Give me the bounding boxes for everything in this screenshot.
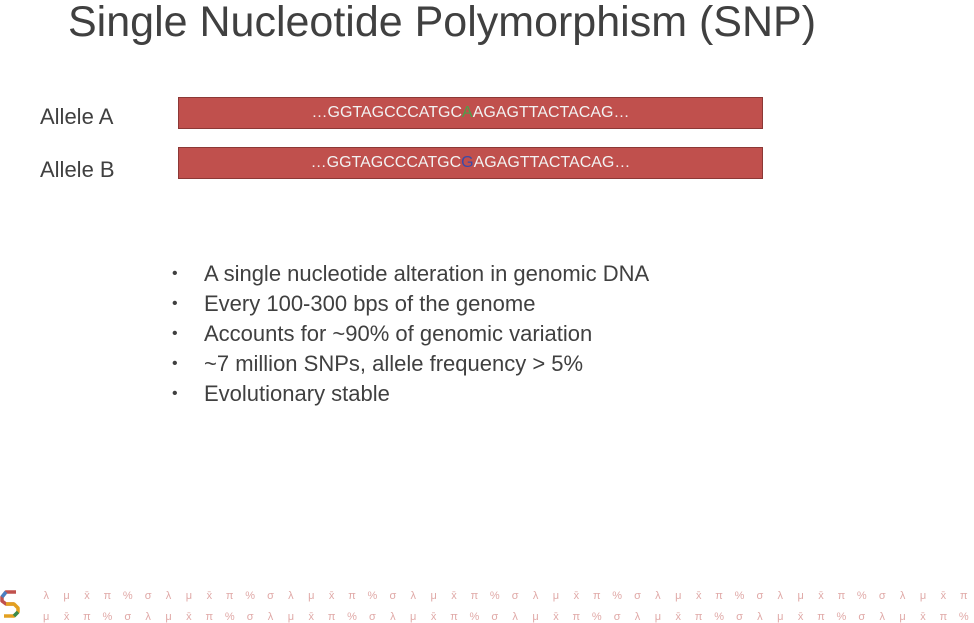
footer-symbol: σ (511, 590, 519, 602)
footer-symbol: x̄ (206, 590, 213, 602)
footer-symbol: μ (777, 611, 784, 623)
footer-symbol: λ (288, 590, 294, 602)
bullet-list (170, 259, 649, 409)
footer-symbol: σ (756, 590, 764, 602)
footer-symbol: μ (63, 590, 70, 602)
footer-symbol: x̄ (451, 590, 457, 602)
allele-b-seq-before: …GGTAGCCCATGC (310, 154, 462, 171)
allele-b-label: Allele B (40, 157, 115, 182)
footer-symbol: μ (410, 611, 417, 623)
footer-symbol: λ (634, 611, 641, 623)
footer-symbol: μ (532, 611, 539, 623)
bullet-item: • Accounts for ~90% of genomic variation (170, 319, 649, 349)
footer-symbol: σ (491, 611, 499, 623)
footer-symbol: λ (879, 611, 885, 623)
footer-symbol: λ (899, 590, 906, 602)
footer-symbol: π (592, 590, 601, 602)
footer-symbol: μ (552, 590, 560, 602)
footer-symbol: % (958, 611, 969, 623)
footer-symbol: x̄ (940, 590, 947, 602)
footer-symbol: π (470, 590, 479, 602)
footer-symbol: λ (43, 590, 49, 602)
slide-title: Single Nucleotide Polymorphism (SNP) (68, 0, 817, 46)
footer-symbol: λ (165, 590, 172, 602)
footer-symbol: π (959, 590, 968, 602)
footer-symbol: σ (267, 590, 274, 602)
footer-symbol: % (734, 590, 745, 602)
footer-symbol: μ (430, 590, 437, 602)
footer-symbol: σ (369, 611, 376, 623)
allele-a-seq-before: …GGTAGCCCATGC (311, 104, 463, 121)
footer-symbol: σ (634, 590, 641, 602)
footer-pattern (0, 578, 969, 623)
footer-symbol: μ (185, 590, 193, 602)
footer-symbol: λ (512, 611, 518, 623)
footer-symbol: σ (144, 590, 152, 602)
footer-symbol: x̄ (84, 590, 90, 602)
footer-symbol: % (224, 611, 235, 623)
footer-symbol: λ (532, 590, 539, 602)
bullet-item: • ~7 million SNPs, allele frequency > 5% (170, 349, 649, 379)
bullet-item: • Every 100-300 bps of the genome (170, 289, 649, 319)
footer-symbol: μ (287, 611, 295, 623)
footer-symbol: π (694, 611, 703, 623)
bullet-dot-icon: • (172, 355, 178, 372)
footer-symbol: % (591, 611, 602, 623)
footer-symbol: x̄ (573, 590, 580, 602)
footer-symbol: π (103, 590, 112, 602)
footer-symbol: σ (736, 611, 743, 623)
footer-symbol: μ (654, 611, 662, 623)
footer-symbol: % (367, 590, 378, 602)
bullet-dot-icon: • (172, 385, 178, 402)
footer-symbol: π (939, 611, 948, 623)
footer-symbol: μ (308, 590, 315, 602)
footer-symbol: x̄ (63, 611, 70, 623)
allele-b-seq-after: AGAGTTACTACAG… (473, 154, 631, 171)
bullet-dot-icon: • (172, 295, 178, 312)
footer-symbol: λ (145, 611, 151, 623)
footer-symbol: μ (899, 611, 906, 623)
footer-symbol: λ (390, 611, 396, 623)
footer-symbol: λ (410, 590, 416, 602)
footer-symbol: σ (613, 611, 621, 623)
footer-symbol: σ (124, 611, 132, 623)
footer-symbol: σ (858, 611, 866, 623)
footer-symbol: μ (43, 611, 50, 623)
footer-symbol: μ (165, 611, 172, 623)
footer-pattern-row-1 (36, 590, 974, 602)
footer-symbol: π (837, 590, 846, 602)
footer-symbol: π (83, 611, 91, 623)
bullet-dot-icon: • (172, 325, 178, 342)
footer-symbol: % (489, 590, 500, 602)
footer-symbol: % (347, 611, 357, 623)
footer-symbol: % (245, 590, 255, 602)
allele-a-snp: A (462, 104, 473, 121)
brand-logo-icon (0, 590, 22, 622)
allele-b-sequence-bar (178, 147, 763, 179)
footer-symbol: λ (267, 611, 274, 623)
footer-symbol: % (469, 611, 480, 623)
allele-a-sequence-bar (178, 97, 763, 129)
footer-symbol: π (348, 590, 356, 602)
footer-symbol: π (327, 611, 336, 623)
footer-symbol: μ (919, 590, 927, 602)
footer-symbol: π (715, 590, 723, 602)
footer-symbol: % (836, 611, 847, 623)
footer-symbol: λ (655, 590, 661, 602)
footer-symbol: π (572, 611, 581, 623)
footer-symbol: % (102, 611, 113, 623)
allele-a-label: Allele A (40, 104, 114, 129)
footer-symbol: σ (878, 590, 886, 602)
footer-symbol: % (612, 590, 623, 602)
footer-symbol: π (225, 590, 234, 602)
footer-symbol: x̄ (186, 611, 192, 623)
footer-symbol: x̄ (553, 611, 559, 623)
footer-symbol: x̄ (328, 590, 335, 602)
footer-symbol: x̄ (695, 590, 702, 602)
footer-symbol: % (856, 590, 867, 602)
footer-symbol: π (817, 611, 825, 623)
footer-symbol: x̄ (818, 590, 824, 602)
allele-b-snp: G (461, 154, 474, 171)
footer-symbol: x̄ (920, 611, 926, 623)
footer-symbol: μ (797, 590, 804, 602)
footer-symbol: λ (757, 611, 763, 623)
bullet-item: • A single nucleotide alteration in genomic DNA (170, 259, 649, 289)
footer-symbol: x̄ (675, 611, 682, 623)
bullet-item: • Evolutionary stable (170, 379, 649, 409)
footer-symbol: % (714, 611, 724, 623)
footer-symbol: x̄ (430, 611, 437, 623)
footer-symbol: x̄ (797, 611, 804, 623)
footer-symbol: μ (675, 590, 682, 602)
footer-symbol: % (122, 590, 133, 602)
allele-a-seq-after: AGAGTTACTACAG… (472, 104, 630, 121)
footer-pattern-row-2 (36, 611, 974, 623)
footer-symbol: σ (389, 590, 397, 602)
footer-symbol: x̄ (308, 611, 315, 623)
footer-symbol: π (450, 611, 458, 623)
bullet-dot-icon: • (172, 265, 178, 282)
footer-symbol: σ (246, 611, 254, 623)
footer-symbol: π (205, 611, 214, 623)
footer-symbol: λ (777, 590, 783, 602)
